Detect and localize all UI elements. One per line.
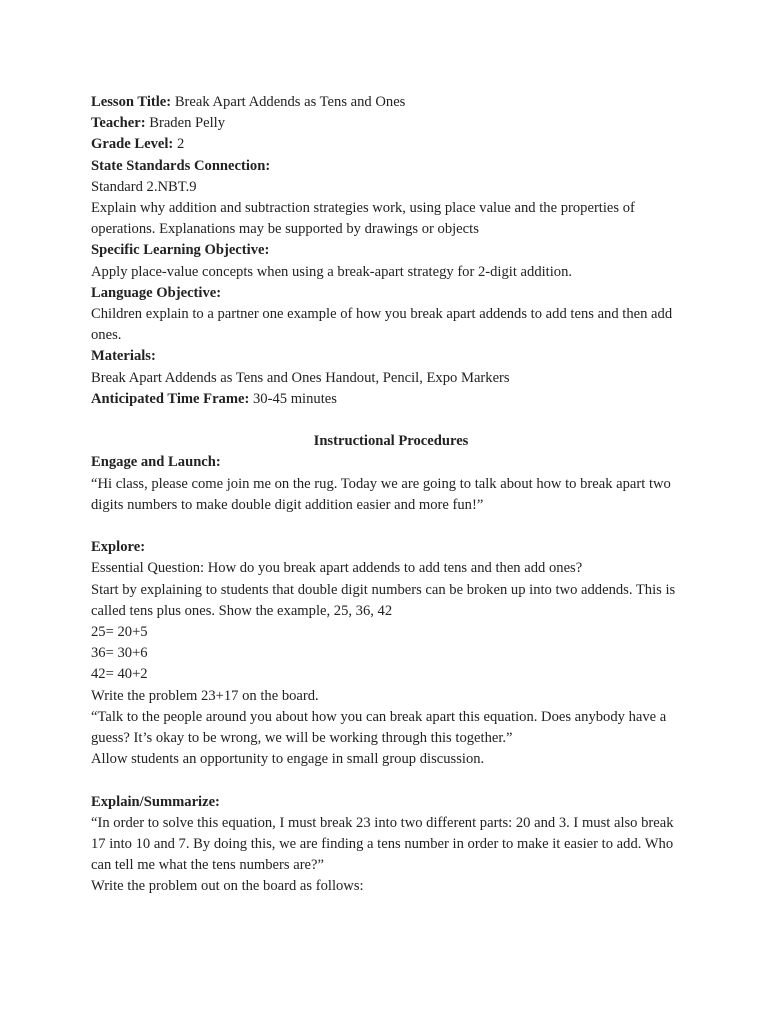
- spacer: [91, 516, 691, 537]
- objective-text: Apply place-value concepts when using a break-apart strategy for 2-digit addition.: [91, 263, 573, 280]
- grade-label: Grade Level:: [91, 136, 174, 153]
- teacher-label: Teacher:: [91, 115, 146, 132]
- materials-label: Materials:: [91, 348, 156, 365]
- lesson-title-line: [91, 92, 691, 113]
- lesson-title-label: Lesson Title:: [91, 94, 172, 110]
- spacer: [91, 770, 691, 791]
- language-objective-label: Language Objective:: [91, 284, 222, 301]
- standard-code: Standard 2.NBT.9: [91, 178, 197, 195]
- lesson-plan-page: [91, 92, 691, 898]
- objective-label: Specific Learning Objective:: [91, 242, 270, 259]
- equation-line: 25= 20+5: [91, 624, 148, 641]
- engage-text: “Hi class, please come join me on the rug. Today we are going to talk about how to break apart two digits numbers to make double digit addition easier and more fun!”: [91, 475, 671, 513]
- explain-label: Explain/Summarize:: [91, 793, 220, 810]
- time-frame-value: 30-45 minutes: [253, 390, 337, 407]
- procedures-heading: Instructional Procedures: [313, 433, 469, 450]
- write-out-text: Write the problem out on the board as follows:: [91, 878, 364, 895]
- talk-quote: “Talk to the people around you about how you can break apart this equation. Does anybody have a guess? It’s okay to be wrong, we will be working through this together.”: [91, 708, 667, 747]
- grade-line: [91, 134, 691, 155]
- lesson-title-value: Break Apart Addends as Tens and Ones: [174, 94, 406, 110]
- equation-line: 36= 30+6: [91, 645, 148, 662]
- essential-question: Essential Question: How do you break apart addends to add tens and then add ones?: [91, 560, 583, 577]
- teacher-value: Braden Pelly: [149, 115, 226, 132]
- explore-label: Explore:: [91, 539, 146, 556]
- materials-text: Break Apart Addends as Tens and Ones Handout, Pencil, Expo Markers: [91, 369, 510, 386]
- engage-label: Engage and Launch:: [91, 454, 221, 471]
- write-problem-text: Write the problem 23+17 on the board.: [91, 687, 319, 704]
- language-objective-text: Children explain to a partner one example of how you break apart addends to add tens and then add ones.: [91, 306, 673, 344]
- standard-text: Explain why addition and subtraction strategies work, using place value and the properties of operations. Explanations may be supported by drawings or objects: [91, 200, 635, 238]
- standards-label: State Standards Connection:: [91, 157, 271, 174]
- teacher-line: [91, 113, 691, 134]
- time-frame-line: [91, 389, 691, 410]
- equation-line: 42= 40+2: [91, 666, 148, 683]
- grade-value: 2: [176, 136, 185, 153]
- explore-start-text: Start by explaining to students that double digit numbers can be broken up into two addends. This is called tens plus ones. Show the example, 25, 36, 42: [91, 581, 676, 619]
- spacer: [91, 410, 691, 431]
- time-frame-label: Anticipated Time Frame:: [91, 390, 250, 407]
- explain-quote: “In order to solve this equation, I must break 23 into two different parts: 20 and 3. I must also break 17 into 10 and 7. By doing this, we are finding a tens number in order to make it easier to add. Who can tell me what the tens numbers are?”: [91, 814, 674, 874]
- allow-discussion-text: Allow students an opportunity to engage in small group discussion.: [91, 751, 485, 768]
